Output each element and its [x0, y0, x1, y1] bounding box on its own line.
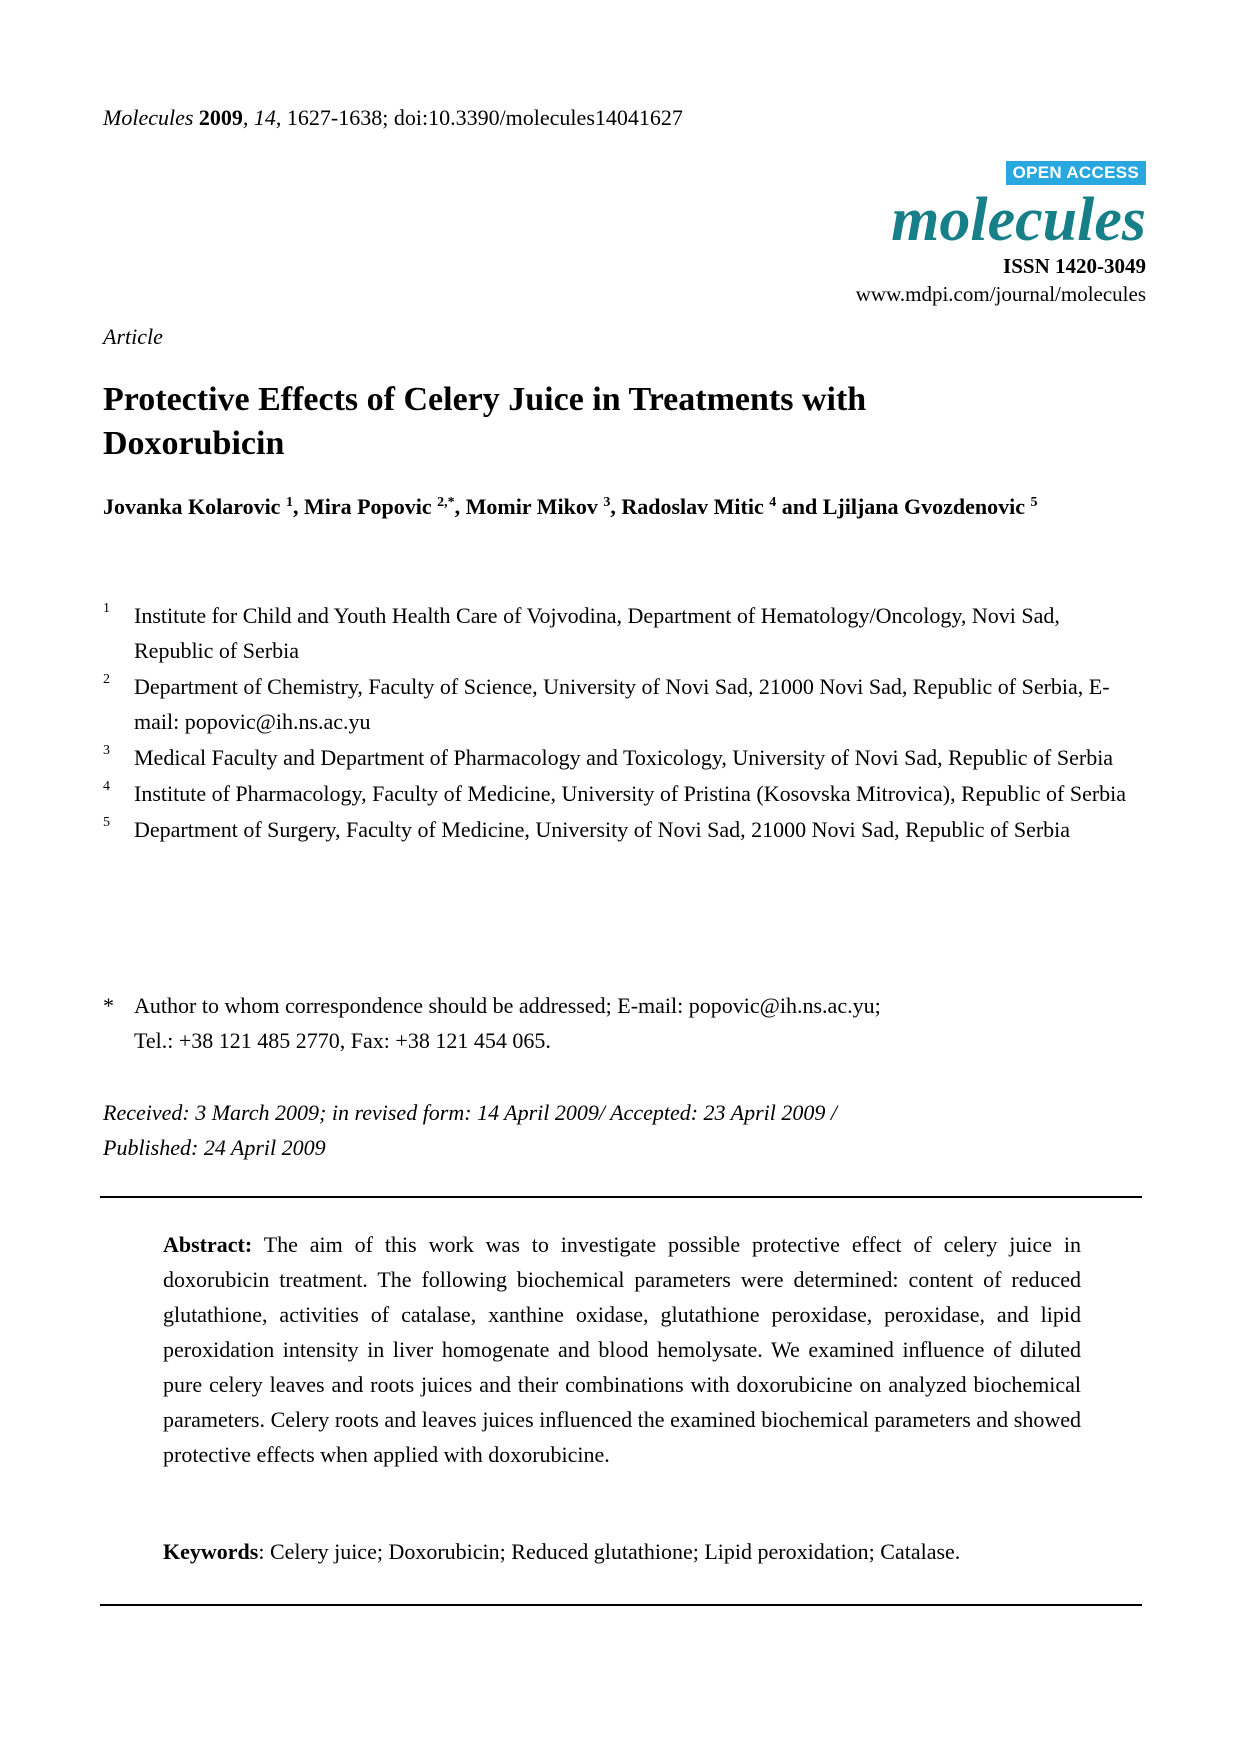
affiliation-list: [103, 598, 1143, 848]
citation-pages-doi: 1627-1638; doi:10.3390/molecules14041627: [281, 105, 683, 130]
article-type: Article: [103, 324, 163, 349]
correspondence-line-1: Author to whom correspondence should be addressed; E-mail: popovic@ih.ns.ac.yu;: [134, 993, 881, 1018]
author-name: Radoslav Mitic: [621, 494, 764, 519]
affiliation-text: Institute of Pharmacology, Faculty of Medicine, University of Pristina (Kosovska Mitrovica), Republic of Serbia: [134, 781, 1127, 806]
affiliation-number: 4: [103, 779, 110, 794]
abstract-label: Abstract:: [163, 1232, 253, 1257]
journal-masthead: [856, 161, 1146, 308]
correspondence-line-2: Tel.: +38 121 485 2770, Fax: +38 121 454 065.: [134, 1028, 551, 1053]
author-name: Jovanka Kolarovic: [103, 494, 281, 519]
open-access-badge: OPEN ACCESS: [1006, 161, 1146, 185]
affiliation-item: [103, 669, 1143, 739]
author-name: Momir Mikov: [465, 494, 598, 519]
author-affiliation-ref: 3: [603, 495, 611, 510]
affiliation-item: [103, 598, 1143, 668]
affiliation-item: [103, 776, 1143, 811]
affiliation-text: Department of Chemistry, Faculty of Science, University of Novi Sad, 21000 Novi Sad, Republic of Serbia, E-mail: popovic@ih.ns.ac.yu: [134, 674, 1110, 734]
affiliation-number: 3: [103, 743, 110, 758]
keywords-text: : Celery juice; Doxorubicin; Reduced glutathione; Lipid peroxidation; Catalase.: [258, 1539, 961, 1564]
affiliation-number: 5: [103, 815, 110, 830]
article-title: Protective Effects of Celery Juice in Treatments with Doxorubicin: [103, 381, 867, 462]
author-name: Mira Popovic: [303, 494, 432, 519]
affiliation-text: Department of Surgery, Faculty of Medicine, University of Novi Sad, 21000 Novi Sad, Republic of Serbia: [134, 817, 1071, 842]
corresponding-star: *: [447, 495, 455, 510]
author-name: Ljiljana Gvozdenovic: [822, 494, 1025, 519]
citation-journal: Molecules: [103, 105, 194, 130]
author-separator: ,: [610, 494, 622, 519]
dates-line-1: Received: 3 March 2009; in revised form: 14 April 2009/ Accepted: 23 April 2009 /: [103, 1100, 837, 1125]
correspondence-star: *: [103, 993, 114, 1018]
section-divider-top: [100, 1196, 1142, 1198]
author-affiliation-ref: 1: [285, 495, 293, 510]
author-affiliation-num: 2,: [437, 495, 448, 510]
abstract-text: The aim of this work was to investigate possible protective effect of celery juice in doxorubicin treatment. The following biochemical parameters were determined: content of reduced glutathione, activities of catalase, xanthine oxidase, glutathione peroxidase, peroxidase, and lipid peroxidation intensity in liver homogenate and blood hemolysate. We examined influence of diluted pure celery leaves and roots juices and their combinations with doxorubicine on analyzed biochemical parameters. Celery roots and leaves juices influenced the examined biochemical parameters and showed protective effects when applied with doxorubicine.: [163, 1232, 1081, 1467]
citation-year: 2009: [198, 105, 243, 130]
citation-line: [103, 104, 683, 132]
affiliation-item: [103, 812, 1143, 847]
affiliation-number: 1: [103, 601, 110, 616]
dates-line-2: Published: 24 April 2009: [103, 1135, 326, 1160]
publication-dates: [103, 1095, 1103, 1165]
section-divider-bottom: [100, 1604, 1142, 1606]
affiliation-text: Institute for Child and Youth Health Care of Vojvodina, Department of Hematology/Oncology, Novi Sad, Republic of Serbia: [134, 603, 1060, 663]
author-list: [103, 490, 1103, 524]
journal-logo-name: molecules: [891, 186, 1146, 254]
journal-url[interactable]: www.mdpi.com/journal/molecules: [855, 282, 1146, 306]
citation-volume: , 14,: [242, 105, 282, 130]
keywords: [163, 1534, 1081, 1569]
author-separator: ,: [292, 494, 304, 519]
author-affiliation-ref: 5: [1030, 495, 1038, 510]
correspondence-note: [103, 988, 1143, 1058]
journal-issn: ISSN 1420-3049: [1003, 254, 1146, 278]
author-separator: and: [776, 494, 823, 519]
affiliation-text: Medical Faculty and Department of Pharmacology and Toxicology, University of Novi Sad, Republic of Serbia: [134, 745, 1114, 770]
author-affiliation-ref: [437, 495, 455, 510]
author-affiliation-ref: 4: [769, 495, 777, 510]
abstract: [163, 1227, 1081, 1472]
affiliation-item: [103, 740, 1143, 775]
affiliation-number: 2: [103, 672, 110, 687]
author-separator: ,: [454, 494, 466, 519]
keywords-label: Keywords: [163, 1539, 259, 1564]
